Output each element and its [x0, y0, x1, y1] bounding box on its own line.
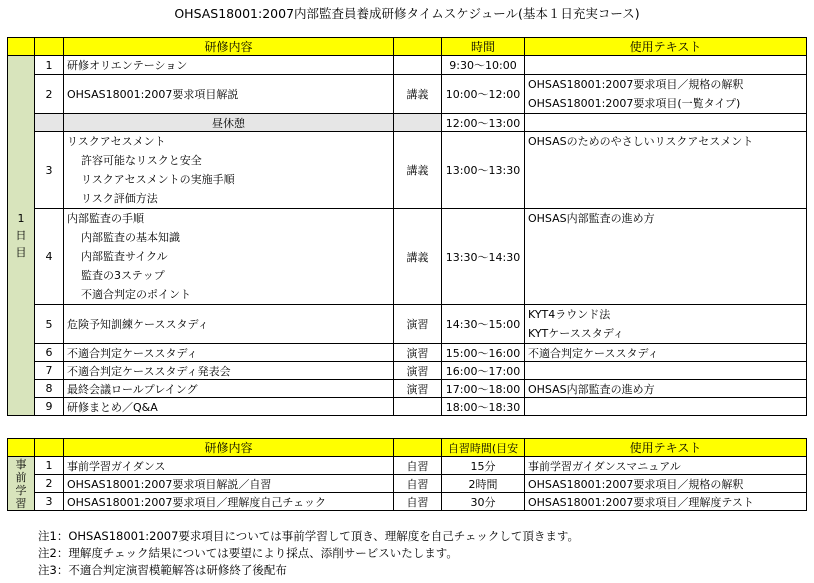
row-text — [525, 56, 807, 75]
header-blank — [394, 439, 442, 457]
row-number: 1 — [35, 457, 64, 475]
row-number: 6 — [35, 344, 64, 362]
row-type — [394, 56, 442, 75]
content-line: 内部監査サイクル — [81, 250, 168, 263]
text-line: OHSAS内部監査の進め方 — [528, 212, 655, 225]
content-line: 不適合判定のポイント — [81, 288, 191, 301]
text-line: OHSASのためのやさしいリスクアセスメント — [528, 135, 754, 148]
row-number: 2 — [35, 475, 64, 493]
row-content: 研修オリエンテーション — [64, 56, 394, 75]
row-time: 14:30～15:00 — [442, 305, 525, 344]
prestudy-table — [7, 438, 807, 511]
row-type — [394, 114, 442, 132]
day-label — [8, 56, 35, 416]
row-type: 自習 — [394, 475, 442, 493]
day-label-text: 1 日 目 — [15, 212, 27, 259]
row-text: 不適合判定ケーススタディ — [525, 344, 807, 362]
row-time: 13:00～13:30 — [442, 132, 525, 209]
content-line: 許容可能なリスクと安全 — [81, 154, 202, 167]
content-line: リスクアセスメント — [67, 135, 166, 148]
row-type: 演習 — [394, 305, 442, 344]
row-time: 12:00～13:00 — [442, 114, 525, 132]
notes — [38, 528, 579, 579]
prestudy-label — [8, 457, 35, 511]
row-time: 18:00～18:30 — [442, 398, 525, 416]
header-text: 使用テキスト — [525, 439, 807, 457]
note-line: 注1：OHSAS18001:2007要求項目については事前学習して頂き、理解度を自己チェックして頂きます。 — [38, 529, 579, 543]
row-number: 5 — [35, 305, 64, 344]
row-content: 最終会議ロールプレイング — [64, 380, 394, 398]
row-text — [525, 75, 807, 114]
row-type: 講義 — [394, 209, 442, 305]
row-type: 自習 — [394, 457, 442, 475]
row-time: 9:30～10:00 — [442, 56, 525, 75]
header-content: 研修内容 — [64, 38, 394, 56]
row-text: 事前学習ガイダンスマニュアル — [525, 457, 807, 475]
header-blank — [8, 38, 35, 56]
text-line: KYT4ラウンド法 — [528, 308, 611, 321]
row-number: 7 — [35, 362, 64, 380]
row-text — [525, 114, 807, 132]
row-time: 15:00～16:00 — [442, 344, 525, 362]
row-type: 自習 — [394, 493, 442, 511]
header-text: 使用テキスト — [525, 38, 807, 56]
row-content: 事前学習ガイダンス — [64, 457, 394, 475]
row-number: 3 — [35, 132, 64, 209]
row-content: OHSAS18001:2007要求項目／理解度自己チェック — [64, 493, 394, 511]
row-text — [525, 132, 807, 209]
row-number: 9 — [35, 398, 64, 416]
schedule-table — [7, 37, 807, 416]
row-content: 研修まとめ／Q&A — [64, 398, 394, 416]
lunch-break: 昼休憩 — [64, 114, 394, 132]
note-line: 注2：理解度チェック結果については要望により採点、添削サービスいたします。 — [38, 546, 458, 560]
row-number: 3 — [35, 493, 64, 511]
header-content: 研修内容 — [64, 439, 394, 457]
page-title: OHSAS18001:2007内部監査員養成研修タイムスケジュール(基本１日充実コース) — [174, 6, 640, 21]
row-content: OHSAS18001:2007要求項目解説 — [64, 75, 394, 114]
row-number: 8 — [35, 380, 64, 398]
header-time: 自習時間(目安 — [442, 439, 525, 457]
row-number: 2 — [35, 75, 64, 114]
row-content: 不適合判定ケーススタディ — [64, 344, 394, 362]
row-time: 10:00～12:00 — [442, 75, 525, 114]
row-time: 15分 — [442, 457, 525, 475]
text-line: OHSAS18001:2007要求項目／規格の解釈 — [528, 78, 744, 91]
row-content: 危険予知訓練ケーススタディ — [64, 305, 394, 344]
row-number: 4 — [35, 209, 64, 305]
content-line: リスクアセスメントの実施手順 — [81, 173, 235, 186]
row-time: 13:30～14:30 — [442, 209, 525, 305]
content-line: リスク評価方法 — [81, 192, 158, 205]
row-content: OHSAS18001:2007要求項目解説／自習 — [64, 475, 394, 493]
row-type — [394, 398, 442, 416]
row-content: 不適合判定ケーススタディ発表会 — [64, 362, 394, 380]
header-blank — [35, 439, 64, 457]
row-type: 演習 — [394, 362, 442, 380]
row-time: 17:00～18:00 — [442, 380, 525, 398]
header-time: 時間 — [442, 38, 525, 56]
text-line: OHSAS18001:2007要求項目(一覧タイプ) — [528, 97, 741, 110]
row-text — [525, 398, 807, 416]
row-content — [64, 132, 394, 209]
header-blank — [8, 439, 35, 457]
row-text: OHSAS18001:2007要求項目／規格の解釈 — [525, 475, 807, 493]
row-type: 演習 — [394, 380, 442, 398]
content-line: 内部監査の基本知識 — [81, 231, 180, 244]
row-type: 演習 — [394, 344, 442, 362]
row-number — [35, 114, 64, 132]
row-text — [525, 362, 807, 380]
row-type: 講義 — [394, 75, 442, 114]
text-line: KYTケーススタディ — [528, 327, 624, 340]
content-line: 監査の3ステップ — [81, 269, 165, 282]
note-line: 注3：不適合判定演習模範解答は研修終了後配布 — [38, 563, 287, 577]
row-time: 2時間 — [442, 475, 525, 493]
row-time: 30分 — [442, 493, 525, 511]
row-text: OHSAS内部監査の進め方 — [525, 380, 807, 398]
row-text — [525, 209, 807, 305]
content-line: 内部監査の手順 — [67, 212, 144, 225]
header-blank — [394, 38, 442, 56]
prestudy-label-text: 事 前 学 習 — [15, 457, 27, 510]
row-type: 講義 — [394, 132, 442, 209]
row-number: 1 — [35, 56, 64, 75]
row-text — [525, 305, 807, 344]
header-blank — [35, 38, 64, 56]
row-text: OHSAS18001:2007要求項目／理解度テスト — [525, 493, 807, 511]
row-time: 16:00～17:00 — [442, 362, 525, 380]
row-content — [64, 209, 394, 305]
